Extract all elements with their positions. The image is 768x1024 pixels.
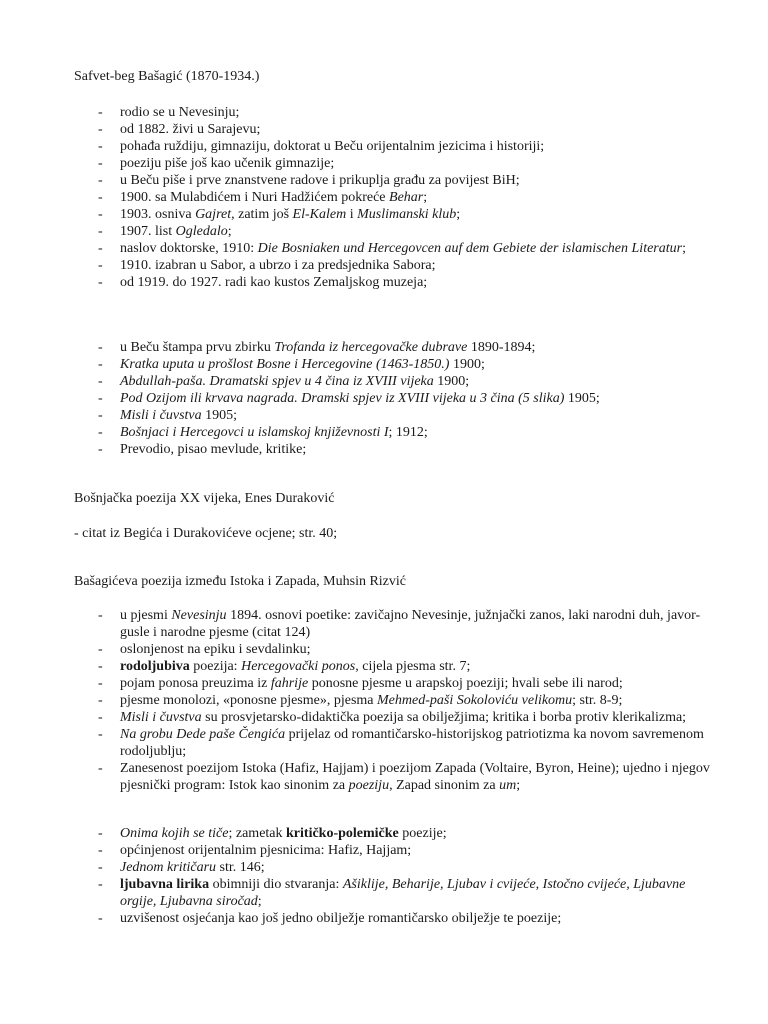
list-item-text bbox=[120, 441, 714, 458]
italic-text: Misli i čuvstva bbox=[120, 710, 202, 725]
poetry-types-list bbox=[74, 825, 714, 927]
list-item bbox=[74, 206, 714, 223]
italic-text: Abdullah-paša. Dramatski spjev u 4 čina iz XVIII vijeka bbox=[120, 374, 434, 389]
list-item bbox=[74, 172, 714, 189]
bullet-dash: - bbox=[98, 374, 103, 389]
list-item bbox=[74, 910, 714, 927]
citation-note: - citat iz Begića i Durakovićeve ocjene; str. 40; bbox=[74, 526, 338, 541]
list-item-text bbox=[120, 424, 714, 441]
list-item-text bbox=[120, 692, 714, 709]
list-item-text bbox=[120, 658, 714, 675]
doc-title: Safvet-beg Bašagić (1870-1934.) bbox=[74, 69, 260, 84]
bullet-dash: - bbox=[98, 105, 103, 120]
italic-text: Ogledalo bbox=[175, 224, 228, 239]
text-run: ; bbox=[456, 207, 461, 222]
bullet-dash: - bbox=[98, 659, 103, 674]
bold-text: ljubavna lirika bbox=[120, 877, 210, 892]
text-run: od 1919. do 1927. radi kao kustos Zemaljskog muzeja; bbox=[120, 275, 428, 290]
bullet-dash: - bbox=[98, 676, 103, 691]
italic-text: Pod Ozijom ili krvava nagrada. Dramski spjev iz XVIII vijeka u 3 čina (5 slika) bbox=[120, 391, 565, 406]
list-item-text bbox=[120, 339, 714, 356]
list-item-text bbox=[120, 274, 714, 291]
italic-text: Ašiklije, Beharije, Ljubav i cvijeće, Istočno cvijeće, Ljubavne orgije, Ljubavna siročad bbox=[120, 877, 686, 909]
italic-text: Hercegovački ponos bbox=[241, 659, 356, 674]
bullet-dash: - bbox=[98, 340, 103, 355]
text-run: 1910. izabran u Sabor, a ubrzo i za predsjednika Sabora; bbox=[120, 258, 436, 273]
list-item bbox=[74, 274, 714, 291]
italic-text: Muslimanski klub bbox=[357, 207, 457, 222]
text-run: poezije; bbox=[398, 826, 447, 841]
list-item bbox=[74, 104, 714, 121]
list-item bbox=[74, 825, 714, 842]
bullet-dash: - bbox=[98, 190, 103, 205]
text-run: prijelaz od romantičarsko-historijskog patriotizma ka novom savremenom rodoljublju; bbox=[120, 727, 704, 759]
list-item-text bbox=[120, 675, 714, 692]
list-item bbox=[74, 641, 714, 658]
list-item-text bbox=[120, 709, 714, 726]
section-heading-durakovic: Bošnjačka poezija XX vijeka, Enes Duraković bbox=[74, 491, 335, 506]
list-item-text bbox=[120, 859, 714, 876]
list-item bbox=[74, 240, 714, 257]
list-item bbox=[74, 121, 714, 138]
list-item-text bbox=[120, 390, 714, 407]
bullet-dash: - bbox=[98, 173, 103, 188]
list-item-text bbox=[120, 825, 714, 842]
text-run: 1890-1894; bbox=[467, 340, 536, 355]
text-run: 1900; bbox=[449, 357, 485, 372]
list-item-text bbox=[120, 257, 714, 274]
text-run: ; str. 8-9; bbox=[572, 693, 623, 708]
text-run: poezija: bbox=[189, 659, 242, 674]
bold-text: rodoljubiva bbox=[120, 659, 190, 674]
text-run: 1900; bbox=[433, 374, 470, 389]
list-item bbox=[74, 607, 714, 641]
text-run: su prosvjetarsko-didaktička poezija sa obilježjima; kritika i borba protiv klerikalizma; bbox=[201, 710, 687, 725]
text-run: ; bbox=[682, 241, 686, 256]
text-run: Prevodio, pisao mevlude, kritike; bbox=[120, 442, 307, 457]
text-run: u Beču štampa prvu zbirku bbox=[120, 340, 275, 355]
italic-text: Nevesinju bbox=[171, 608, 227, 623]
italic-text: Trofanda iz hercegovačke dubrave bbox=[274, 340, 468, 355]
text-run: i bbox=[346, 207, 358, 222]
bullet-dash: - bbox=[98, 275, 103, 290]
text-run: naslov doktorske, 1910: bbox=[120, 241, 258, 256]
list-item bbox=[74, 339, 714, 356]
list-item-text bbox=[120, 726, 714, 760]
text-run: , Zapad sinonim za bbox=[389, 778, 500, 793]
text-run: , cijela pjesma str. 7; bbox=[355, 659, 471, 674]
list-item bbox=[74, 842, 714, 859]
list-item-text bbox=[120, 373, 714, 390]
italic-text: El-Kalem bbox=[292, 207, 347, 222]
bullet-dash: - bbox=[98, 693, 103, 708]
bullet-dash: - bbox=[98, 843, 103, 858]
bullet-dash: - bbox=[98, 258, 103, 273]
bullet-dash: - bbox=[98, 642, 103, 657]
bullet-dash: - bbox=[98, 357, 103, 372]
list-item-text bbox=[120, 121, 714, 138]
bullet-dash: - bbox=[98, 425, 103, 440]
bullet-dash: - bbox=[98, 761, 103, 776]
text-run: poeziju piše još kao učenik gimnazije; bbox=[120, 156, 335, 171]
bullet-dash: - bbox=[98, 877, 103, 892]
text-run: ponosne pjesme u arapskoj poeziji; hvali sebe ili narod; bbox=[308, 676, 623, 691]
list-item-text bbox=[120, 910, 714, 927]
bullet-dash: - bbox=[98, 911, 103, 926]
text-run: 1907. list bbox=[120, 224, 176, 239]
bullet-dash: - bbox=[98, 156, 103, 171]
list-item bbox=[74, 692, 714, 709]
italic-text: um bbox=[499, 778, 517, 793]
italic-text: poeziju bbox=[348, 778, 390, 793]
text-run: oslonjenost na epiku i sevdalinku; bbox=[120, 642, 311, 657]
text-run: u Beču piše i prve znanstvene radove i prikuplja građu za povijest BiH; bbox=[120, 173, 520, 188]
list-item-text bbox=[120, 104, 714, 121]
italic-text: Jednom kritičaru bbox=[120, 860, 217, 875]
bold-text: kritičko-polemičke bbox=[286, 826, 399, 841]
bullet-dash: - bbox=[98, 860, 103, 875]
italic-text: Kratka uputa u prošlost Bosne i Hercegovine (1463-1850.) bbox=[120, 357, 450, 372]
italic-text: Behar bbox=[389, 190, 424, 205]
text-run: 1900. sa Mulabdićem i Nuri Hadžićem pokreće bbox=[120, 190, 390, 205]
bullet-dash: - bbox=[98, 122, 103, 137]
list-item bbox=[74, 675, 714, 692]
list-item bbox=[74, 441, 714, 458]
italic-text: fahrije bbox=[270, 676, 309, 691]
list-item-text bbox=[120, 876, 714, 910]
list-item bbox=[74, 726, 714, 760]
list-item-text bbox=[120, 407, 714, 424]
text-run: ; bbox=[257, 894, 262, 909]
text-run: rodio se u Nevesinju; bbox=[120, 105, 240, 120]
text-run: ; 1912; bbox=[388, 425, 428, 440]
list-item bbox=[74, 760, 714, 794]
text-run: , zatim još bbox=[231, 207, 293, 222]
text-run: općinjenost orijentalnim pjesnicima: Hafiz, Hajjam; bbox=[120, 843, 412, 858]
section-heading-rizvic: Bašagićeva poezija između Istoka i Zapada, Muhsin Rizvić bbox=[74, 574, 407, 589]
list-item bbox=[74, 407, 714, 424]
list-item bbox=[74, 373, 714, 390]
text-run: ; bbox=[227, 224, 232, 239]
list-item bbox=[74, 859, 714, 876]
list-item-text bbox=[120, 842, 714, 859]
bullet-dash: - bbox=[98, 442, 103, 457]
italic-text: Onima kojih se tiče bbox=[120, 826, 229, 841]
list-item bbox=[74, 709, 714, 726]
bullet-dash: - bbox=[98, 241, 103, 256]
list-item bbox=[74, 189, 714, 206]
text-run: od 1882. živi u Sarajevu; bbox=[120, 122, 261, 137]
text-run: ; zametak bbox=[228, 826, 287, 841]
text-run: ; bbox=[516, 778, 521, 793]
bullet-dash: - bbox=[98, 207, 103, 222]
list-item bbox=[74, 876, 714, 910]
list-item bbox=[74, 223, 714, 240]
text-run: str. 146; bbox=[216, 860, 265, 875]
text-run: obimniji dio stvaranja: bbox=[209, 877, 343, 892]
italic-text: Gajret bbox=[195, 207, 232, 222]
bullet-dash: - bbox=[98, 139, 103, 154]
text-run: 1905; bbox=[564, 391, 600, 406]
text-run: 1905; bbox=[201, 408, 238, 423]
text-run: pojam ponosa preuzima iz bbox=[120, 676, 271, 691]
bullet-dash: - bbox=[98, 608, 103, 623]
list-item-text bbox=[120, 206, 714, 223]
list-item bbox=[74, 390, 714, 407]
list-item-text bbox=[120, 223, 714, 240]
text-run: 1903. osniva bbox=[120, 207, 196, 222]
list-item-text bbox=[120, 607, 714, 641]
italic-text: Bošnjaci i Hercegovci u islamskoj književnosti I bbox=[120, 425, 389, 440]
text-run: 1894. osnovi poetike: zavičajno Nevesinje, južnjački zanos, laki narodni duh, javor-gusle i narodne pjesme (citat 124) bbox=[120, 608, 701, 640]
list-item bbox=[74, 155, 714, 172]
list-item-text bbox=[120, 155, 714, 172]
bullet-dash: - bbox=[98, 710, 103, 725]
list-item bbox=[74, 257, 714, 274]
list-item bbox=[74, 424, 714, 441]
text-run: ; bbox=[423, 190, 428, 205]
text-run: pjesme monolozi, «ponosne pjesme», pjesma bbox=[120, 693, 378, 708]
list-item-text bbox=[120, 189, 714, 206]
italic-text: Mehmed-paši Sokoloviću velikomu bbox=[377, 693, 573, 708]
list-item bbox=[74, 138, 714, 155]
italic-text: Die Bosniaken und Hercegovcen auf dem Gebiete der islamischen Literatur bbox=[257, 241, 683, 256]
bullet-dash: - bbox=[98, 224, 103, 239]
text-run: u pjesmi bbox=[120, 608, 172, 623]
italic-text: Misli i čuvstva bbox=[120, 408, 202, 423]
text-run: pohađa ruždiju, gimnaziju, doktorat u Beču orijentalnim jezicima i historiji; bbox=[120, 139, 545, 154]
list-item bbox=[74, 356, 714, 373]
list-item-text bbox=[120, 138, 714, 155]
list-item-text bbox=[120, 641, 714, 658]
list-item-text bbox=[120, 760, 714, 794]
italic-text: Na grobu Dede paše Čengića bbox=[120, 727, 286, 742]
bullet-dash: - bbox=[98, 826, 103, 841]
list-item-text bbox=[120, 172, 714, 189]
poetics-list bbox=[74, 607, 714, 794]
text-run: Zanesenost poezijom Istoka (Hafiz, Hajjam) i poezijom Zapada (Voltaire, Byron, Heine); ujedno i njegov pjesnički program: Istok kao sinonim za bbox=[120, 761, 710, 793]
list-item bbox=[74, 658, 714, 675]
bullet-dash: - bbox=[98, 408, 103, 423]
list-item-text bbox=[120, 356, 714, 373]
biography-list bbox=[74, 104, 714, 291]
bullet-dash: - bbox=[98, 391, 103, 406]
text-run: uzvišenost osjećanja kao još jedno obilježje romantičarsko obilježje te poezije; bbox=[120, 911, 562, 926]
bullet-dash: - bbox=[98, 727, 103, 742]
works-list bbox=[74, 339, 714, 458]
list-item-text bbox=[120, 240, 714, 257]
